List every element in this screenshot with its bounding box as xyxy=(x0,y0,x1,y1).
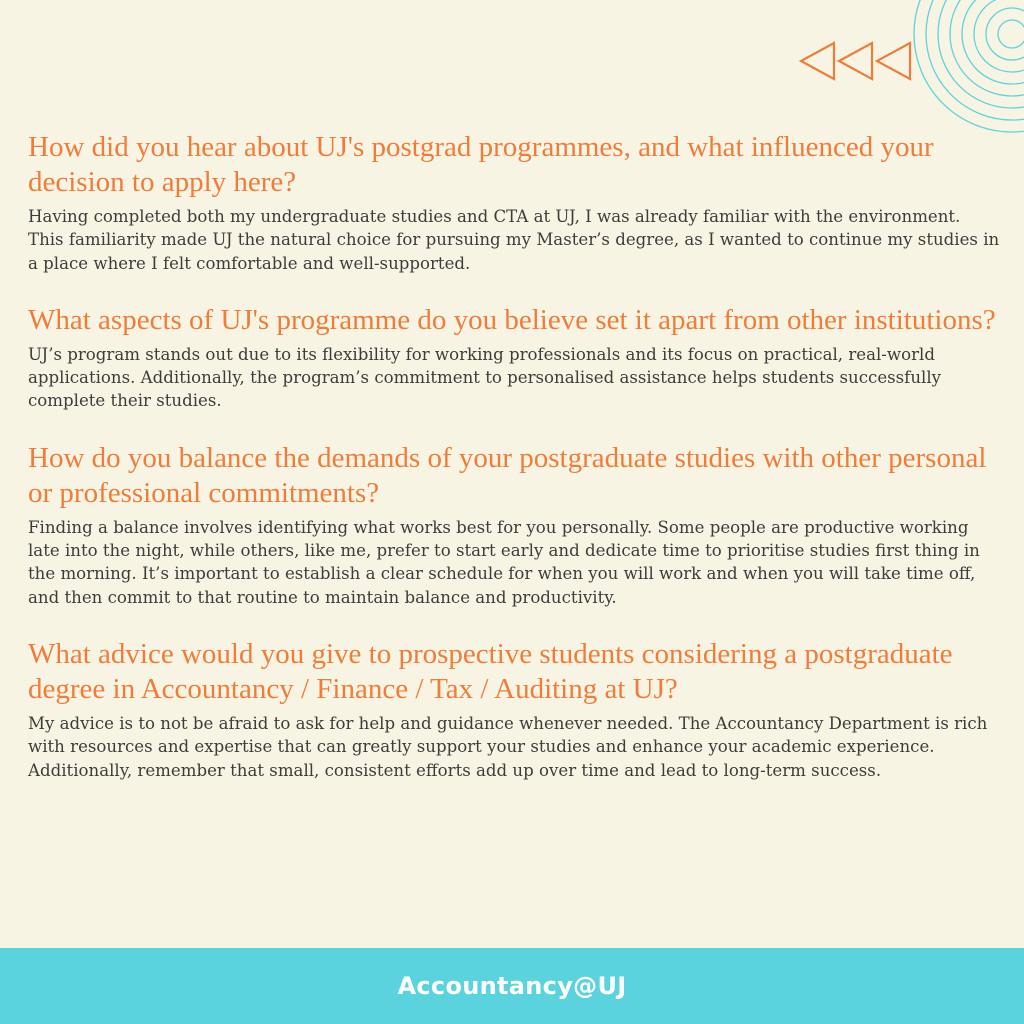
footer-label: Accountancy@UJ xyxy=(397,972,627,1000)
qa-item xyxy=(28,441,1000,609)
qa-item xyxy=(28,130,1000,275)
answer-text: Finding a balance involves identifying what works best for you personally. Some people are productive working late into the night, while others, like me, prefer to start early and dedicate time to prioritise studies first thing in the morning. It’s important to establish a clear schedule for when you will work and when you will take time off, and then commit to that routine to maintain balance and productivity. xyxy=(28,517,980,607)
answer-text: UJ’s program stands out due to its flexibility for working professionals and its focus on practical, real-world applications. Additionally, the program’s commitment to personalised assistance helps students successfully complete their studies. xyxy=(28,344,941,411)
question-heading: What aspects of UJ's programme do you believe set it apart from other institutions? xyxy=(28,303,996,336)
question-heading: How did you hear about UJ's postgrad programmes, and what influenced your decision to apply here? xyxy=(28,131,934,198)
footer-bar xyxy=(0,948,1024,1024)
question-heading: How do you balance the demands of your postgraduate studies with other personal or professional commitments? xyxy=(28,441,987,509)
answer-text: My advice is to not be afraid to ask for help and guidance whenever needed. The Accountancy Department is rich with resources and expertise that can greatly support your studies and enhance your academic experience. Additionally, remember that small, consistent efforts add up over time and lead to long-term success. xyxy=(28,713,988,780)
qa-list xyxy=(28,130,1000,810)
question-heading: What advice would you give to prospective students considering a postgraduate degree in Accountancy / Finance / Tax / Auditing at UJ? xyxy=(28,637,953,705)
answer-text: Having completed both my undergraduate studies and CTA at UJ, I was already familiar with the environment. This familiarity made UJ the natural choice for pursuing my Master’s degree, as I wanted to continue my studies in a place where I felt comfortable and well-supported. xyxy=(28,207,1000,273)
triple-left-arrows-icon xyxy=(798,40,914,82)
qa-item xyxy=(28,303,1000,413)
qa-item xyxy=(28,637,1000,782)
